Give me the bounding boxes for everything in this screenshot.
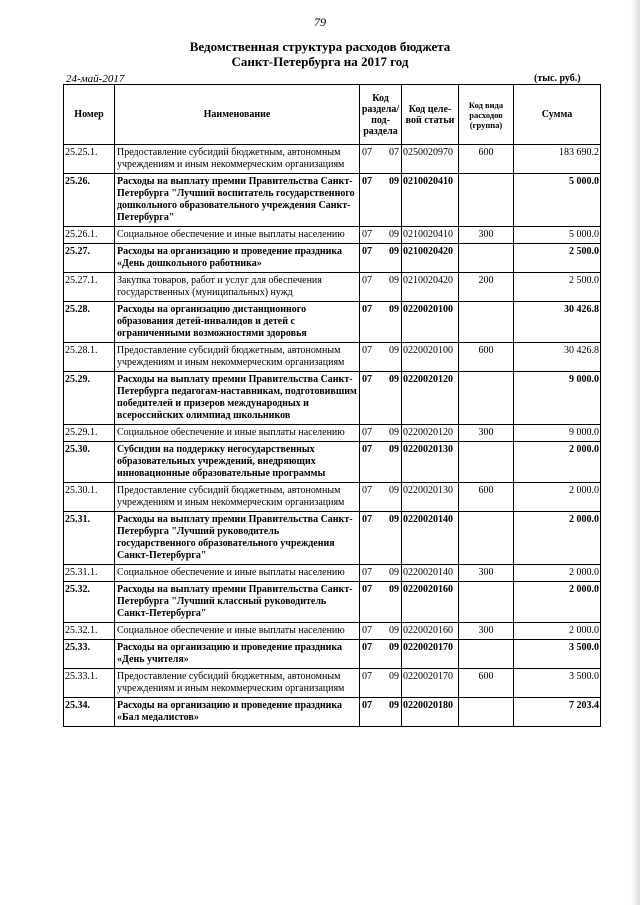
row-sum: 2 000.0 xyxy=(514,442,601,483)
row-sum: 7 203.4 xyxy=(514,698,601,727)
row-number: 25.28.1. xyxy=(64,343,115,372)
row-target-code: 0220020170 xyxy=(402,669,459,698)
row-razdel-subsection: 09 xyxy=(389,567,399,578)
row-razdel-section: 07 xyxy=(362,345,372,356)
header-sum: Сумма xyxy=(514,85,601,145)
row-target-code: 0210020420 xyxy=(402,273,459,302)
row-sum: 2 000.0 xyxy=(514,483,601,512)
row-expense-type: 600 xyxy=(459,483,514,512)
row-target-code: 0210020410 xyxy=(402,227,459,244)
row-expense-type xyxy=(459,372,514,425)
row-razdel-subsection: 07 xyxy=(389,147,399,158)
title-line-1: Ведомственная структура расходов бюджета xyxy=(189,39,451,54)
budget-table xyxy=(63,84,601,727)
header-num: Номер xyxy=(64,85,115,145)
row-target-code: 0220020170 xyxy=(402,640,459,669)
table-row xyxy=(64,343,601,372)
row-name: Расходы на организацию и проведение праздника «Бал медалистов» xyxy=(115,698,360,727)
row-sum: 2 000.0 xyxy=(514,623,601,640)
row-razdel-section: 07 xyxy=(362,246,372,257)
row-name: Социальное обеспечение и иные выплаты населению xyxy=(115,425,360,442)
row-razdel-section: 07 xyxy=(362,514,372,525)
row-number: 25.32.1. xyxy=(64,623,115,640)
row-razdel xyxy=(360,483,402,512)
header-name: Наименование xyxy=(115,85,360,145)
row-razdel-section: 07 xyxy=(362,427,372,438)
row-target-code: 0220020100 xyxy=(402,343,459,372)
row-number: 25.30. xyxy=(64,442,115,483)
row-expense-type xyxy=(459,512,514,565)
row-target-code: 0220020100 xyxy=(402,302,459,343)
row-razdel xyxy=(360,372,402,425)
row-sum: 3 500.0 xyxy=(514,669,601,698)
row-name: Предоставление субсидий бюджетным, автономным учреждениям и иным некоммерческим организациям xyxy=(115,483,360,512)
row-razdel-subsection: 09 xyxy=(389,304,399,315)
row-number: 25.30.1. xyxy=(64,483,115,512)
row-name: Расходы на организацию и проведение праздника «День дошкольного работника» xyxy=(115,244,360,273)
row-number: 25.34. xyxy=(64,698,115,727)
row-razdel-section: 07 xyxy=(362,584,372,595)
row-razdel-section: 07 xyxy=(362,275,372,286)
row-name: Социальное обеспечение и иные выплаты населению xyxy=(115,623,360,640)
row-sum: 5 000.0 xyxy=(514,174,601,227)
row-sum: 2 000.0 xyxy=(514,512,601,565)
table-row xyxy=(64,425,601,442)
row-razdel xyxy=(360,425,402,442)
row-target-code: 0220020180 xyxy=(402,698,459,727)
table-row xyxy=(64,483,601,512)
row-sum: 9 000.0 xyxy=(514,425,601,442)
row-razdel-section: 07 xyxy=(362,567,372,578)
table-row xyxy=(64,372,601,425)
row-razdel-section: 07 xyxy=(362,444,372,455)
row-name: Закупка товаров, работ и услуг для обеспечения государственных (муниципальных) нужд xyxy=(115,273,360,302)
row-expense-type xyxy=(459,582,514,623)
row-sum: 2 500.0 xyxy=(514,273,601,302)
table-row xyxy=(64,698,601,727)
row-razdel-subsection: 09 xyxy=(389,485,399,496)
table-row xyxy=(64,512,601,565)
row-sum: 9 000.0 xyxy=(514,372,601,425)
row-razdel xyxy=(360,145,402,174)
row-name: Расходы на выплату премии Правительства Санкт-Петербурга "Лучший руководитель государственного образовательного учреждения Санкт-Петербурга" xyxy=(115,512,360,565)
table-row xyxy=(64,623,601,640)
row-number: 25.32. xyxy=(64,582,115,623)
row-number: 25.33.1. xyxy=(64,669,115,698)
row-target-code: 0220020160 xyxy=(402,623,459,640)
row-sum: 5 000.0 xyxy=(514,227,601,244)
row-razdel-section: 07 xyxy=(362,374,372,385)
row-sum: 3 500.0 xyxy=(514,640,601,669)
row-name: Расходы на организацию дистанционного образования детей-инвалидов и детей с ограниченными возможностями здоровья xyxy=(115,302,360,343)
row-target-code: 0220020140 xyxy=(402,565,459,582)
table-row xyxy=(64,227,601,244)
row-razdel-section: 07 xyxy=(362,700,372,711)
row-razdel-section: 07 xyxy=(362,625,372,636)
row-name: Социальное обеспечение и иные выплаты населению xyxy=(115,227,360,244)
row-number: 25.28. xyxy=(64,302,115,343)
row-razdel xyxy=(360,442,402,483)
row-razdel xyxy=(360,343,402,372)
row-razdel-subsection: 09 xyxy=(389,427,399,438)
row-razdel-subsection: 09 xyxy=(389,374,399,385)
row-expense-type xyxy=(459,698,514,727)
row-expense-type: 300 xyxy=(459,565,514,582)
header-razdel: Код раздела/ под- раздела xyxy=(360,85,402,145)
table-row xyxy=(64,565,601,582)
row-razdel xyxy=(360,227,402,244)
scan-edge xyxy=(631,0,640,905)
row-razdel xyxy=(360,698,402,727)
row-name: Предоставление субсидий бюджетным, автономным учреждениям и иным некоммерческим организациям xyxy=(115,343,360,372)
row-name: Расходы на выплату премии Правительства Санкт-Петербурга педагогам-наставникам, подготовившим победителей и призеров международных и всероссийских олимпиад школьников xyxy=(115,372,360,425)
row-number: 25.29.1. xyxy=(64,425,115,442)
row-razdel xyxy=(360,669,402,698)
document-date: 24-май-2017 xyxy=(66,73,125,85)
page-title xyxy=(0,39,640,69)
row-name: Предоставление субсидий бюджетным, автономным учреждениям и иным некоммерческим организациям xyxy=(115,145,360,174)
row-name: Предоставление субсидий бюджетным, автономным учреждениям и иным некоммерческим организациям xyxy=(115,669,360,698)
row-number: 25.29. xyxy=(64,372,115,425)
row-name: Субсидии на поддержку негосударственных образовательных учреждений, внедряющих инновационные образовательные программы xyxy=(115,442,360,483)
row-razdel-subsection: 09 xyxy=(389,671,399,682)
row-expense-type xyxy=(459,442,514,483)
row-name: Расходы на выплату премии Правительства Санкт-Петербурга "Лучший воспитатель государственного дошкольного образовательного учреждения Санкт-Петербурга" xyxy=(115,174,360,227)
row-target-code: 0220020160 xyxy=(402,582,459,623)
row-number: 25.26. xyxy=(64,174,115,227)
row-sum: 30 426.8 xyxy=(514,343,601,372)
row-expense-type: 600 xyxy=(459,145,514,174)
row-razdel xyxy=(360,565,402,582)
row-razdel-subsection: 09 xyxy=(389,584,399,595)
row-sum: 30 426.8 xyxy=(514,302,601,343)
row-target-code: 0250020970 xyxy=(402,145,459,174)
row-razdel-subsection: 09 xyxy=(389,275,399,286)
row-razdel xyxy=(360,512,402,565)
row-razdel-section: 07 xyxy=(362,485,372,496)
row-sum: 2 000.0 xyxy=(514,565,601,582)
page-number: 79 xyxy=(314,15,326,29)
row-razdel xyxy=(360,244,402,273)
table-row xyxy=(64,273,601,302)
row-razdel xyxy=(360,174,402,227)
row-target-code: 0220020140 xyxy=(402,512,459,565)
row-razdel xyxy=(360,640,402,669)
row-target-code: 0220020130 xyxy=(402,442,459,483)
table-row xyxy=(64,640,601,669)
row-target-code: 0210020420 xyxy=(402,244,459,273)
row-number: 25.31. xyxy=(64,512,115,565)
row-expense-type: 300 xyxy=(459,623,514,640)
table-row xyxy=(64,302,601,343)
row-expense-type xyxy=(459,640,514,669)
row-target-code: 0220020130 xyxy=(402,483,459,512)
row-number: 25.25.1. xyxy=(64,145,115,174)
row-number: 25.26.1. xyxy=(64,227,115,244)
row-expense-type xyxy=(459,174,514,227)
header-cs: Код целе- вой статьи xyxy=(402,85,459,145)
row-razdel-section: 07 xyxy=(362,229,372,240)
row-razdel xyxy=(360,273,402,302)
row-expense-type: 300 xyxy=(459,227,514,244)
row-target-code: 0220020120 xyxy=(402,425,459,442)
table-row xyxy=(64,244,601,273)
title-line-2: Санкт-Петербурга на 2017 год xyxy=(231,54,409,69)
table-header-row xyxy=(64,85,601,145)
row-expense-type: 600 xyxy=(459,669,514,698)
row-razdel-subsection: 09 xyxy=(389,642,399,653)
row-number: 25.33. xyxy=(64,640,115,669)
row-expense-type: 600 xyxy=(459,343,514,372)
row-name: Социальное обеспечение и иные выплаты населению xyxy=(115,565,360,582)
row-razdel-section: 07 xyxy=(362,147,372,158)
row-expense-type xyxy=(459,302,514,343)
row-razdel-subsection: 09 xyxy=(389,514,399,525)
row-razdel-subsection: 09 xyxy=(389,229,399,240)
row-number: 25.31.1. xyxy=(64,565,115,582)
units-label: (тыс. руб.) xyxy=(534,73,581,84)
row-target-code: 0210020410 xyxy=(402,174,459,227)
header-vr: Код вида расходов (группа) xyxy=(459,85,514,145)
row-razdel-subsection: 09 xyxy=(389,625,399,636)
table-row xyxy=(64,669,601,698)
row-razdel xyxy=(360,302,402,343)
table-row xyxy=(64,174,601,227)
row-razdel xyxy=(360,582,402,623)
row-expense-type: 200 xyxy=(459,273,514,302)
table-row xyxy=(64,145,601,174)
row-razdel-section: 07 xyxy=(362,304,372,315)
row-razdel-subsection: 09 xyxy=(389,246,399,257)
row-razdel-section: 07 xyxy=(362,642,372,653)
row-razdel-subsection: 09 xyxy=(389,700,399,711)
row-razdel-subsection: 09 xyxy=(389,176,399,187)
table-row xyxy=(64,582,601,623)
row-sum: 2 500.0 xyxy=(514,244,601,273)
row-razdel-section: 07 xyxy=(362,176,372,187)
row-name: Расходы на организацию и проведение праздника «День учителя» xyxy=(115,640,360,669)
table-row xyxy=(64,442,601,483)
row-expense-type: 300 xyxy=(459,425,514,442)
row-sum: 183 690.2 xyxy=(514,145,601,174)
row-razdel-subsection: 09 xyxy=(389,345,399,356)
row-number: 25.27.1. xyxy=(64,273,115,302)
table-body xyxy=(64,145,601,727)
row-razdel-subsection: 09 xyxy=(389,444,399,455)
row-razdel xyxy=(360,623,402,640)
row-sum: 2 000.0 xyxy=(514,582,601,623)
row-target-code: 0220020120 xyxy=(402,372,459,425)
row-name: Расходы на выплату премии Правительства Санкт-Петербурга "Лучший классный руководитель Санкт-Петербурга" xyxy=(115,582,360,623)
row-razdel-section: 07 xyxy=(362,671,372,682)
row-expense-type xyxy=(459,244,514,273)
row-number: 25.27. xyxy=(64,244,115,273)
